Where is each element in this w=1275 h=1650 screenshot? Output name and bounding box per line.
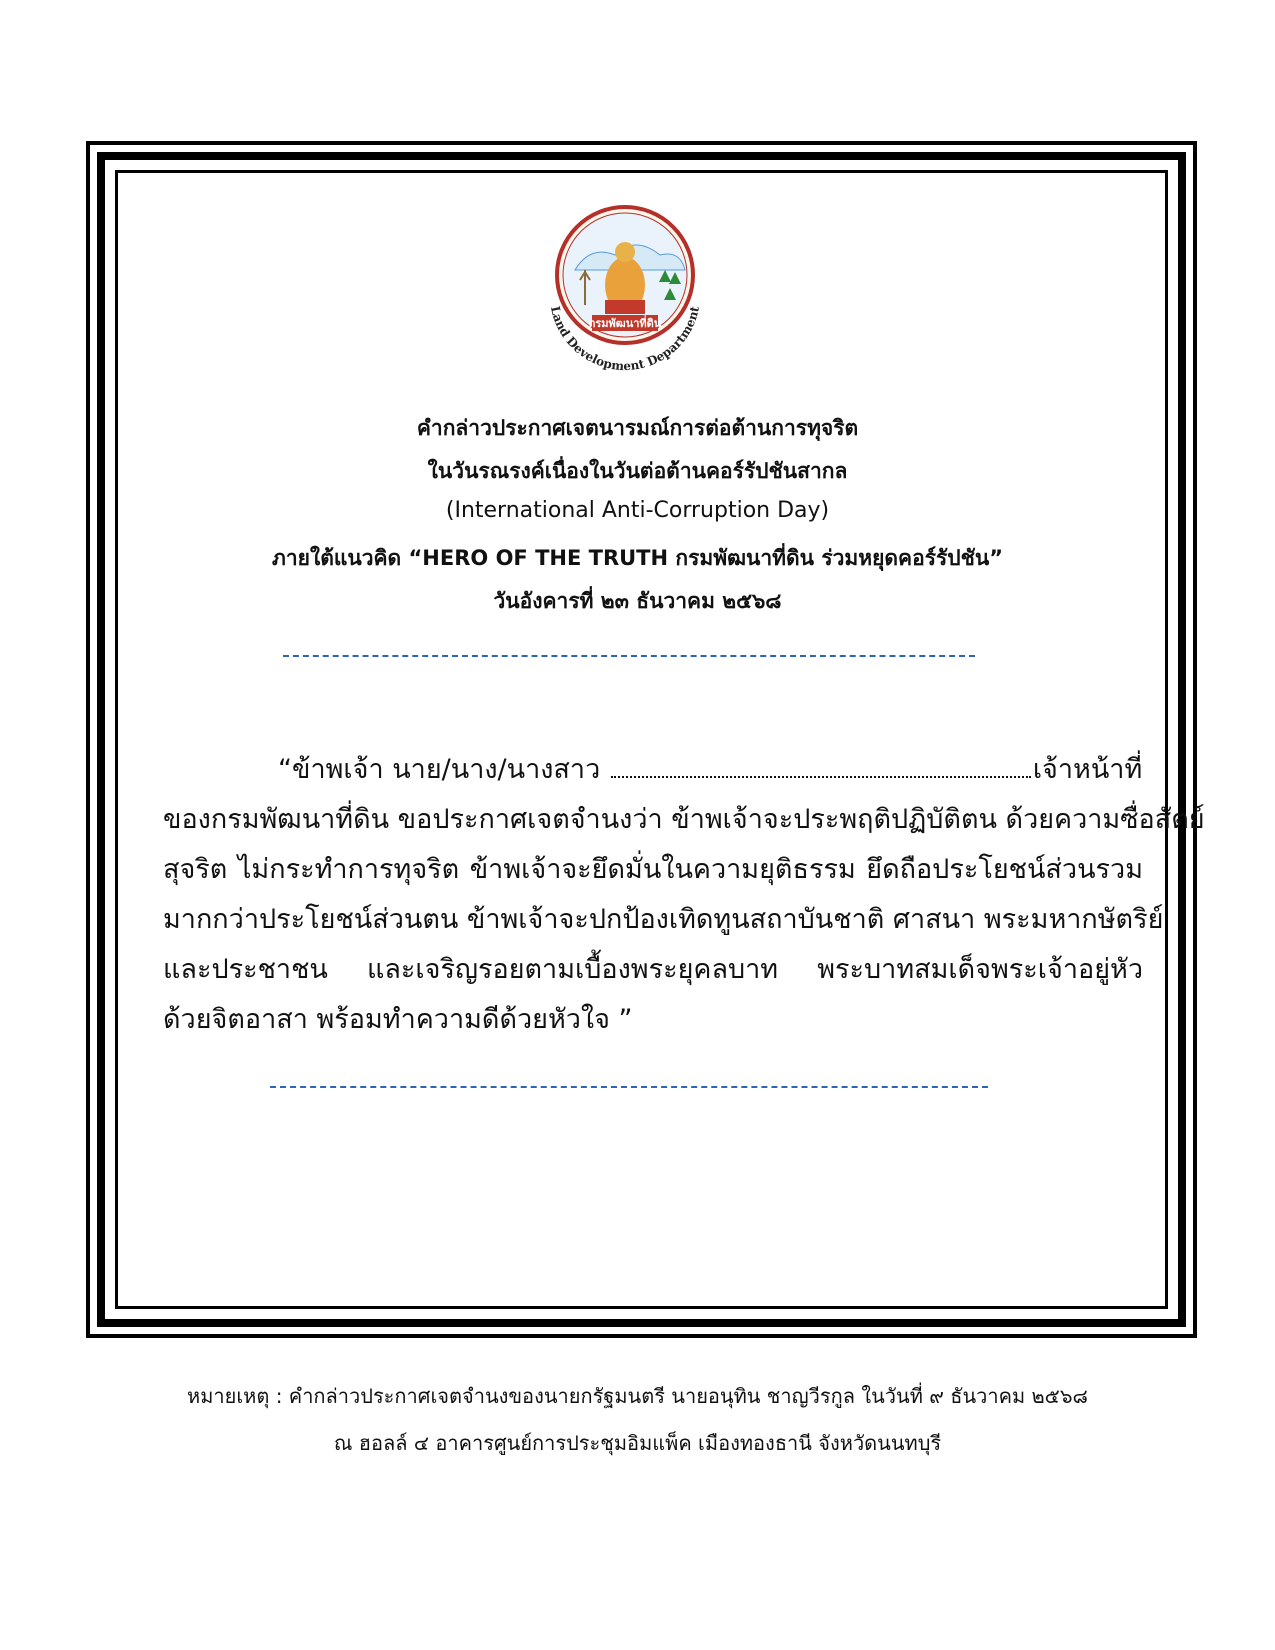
separator-top — [283, 655, 975, 657]
pledge-line-1 — [163, 745, 1143, 795]
note-line-2: ณ ฮอลล์ ๔ อาคารศูนย์การประชุมอิมแพ็ค เมืองทองธานี จังหวัดนนทบุรี — [333, 1431, 942, 1455]
heading-line-3: (International Anti-Corruption Day) — [445, 498, 830, 523]
pledge-text — [163, 745, 1205, 1045]
note-line-1: หมายเหตุ : คำกล่าวประกาศเจตจำนงของนายกรัฐมนตรี นายอนุทิน ชาญวีรกูล ในวันที่ ๙ ธันวาคม ๒๕๖๘ — [187, 1384, 1088, 1408]
pledge-line-6: ด้วยจิตอาสา พร้อมทำความดีด้วยหัวใจ ” — [163, 1004, 633, 1035]
logo-thai-label: กรมพัฒนาที่ดิน — [588, 317, 662, 330]
separator-bottom — [270, 1086, 988, 1088]
pledge-line-4: มากกว่าประโยชน์ส่วนตน ข้าพเจ้าจะปกป้องเทิดทูนสถาบันชาติ ศาสนา พระมหากษัตริย์ — [163, 904, 1164, 935]
heading-line-1: คำกล่าวประกาศเจตนารมณ์การต่อต้านการทุจริต — [416, 416, 859, 440]
pledge-line-1-end: เจ้าหน้าที่ — [1032, 754, 1143, 785]
heading-line-2: ในวันรณรงค์เนื่องในวันต่อต้านคอร์รัปชันสากล — [427, 459, 848, 483]
pledge-line-5: และประชาชน และเจริญรอยตามเบื้องพระยุคลบาท พระบาทสมเด็จพระเจ้าอยู่หัว — [163, 954, 1143, 985]
pledge-line-2: ของกรมพัฒนาที่ดิน ขอประกาศเจตจำนงว่า ข้าพเจ้าจะประพฤติปฏิบัติตน ด้วยความซื่อสัตย์ — [163, 804, 1205, 835]
pledge-line-3: สุจริต ไม่กระทำการทุจริต ข้าพเจ้าจะยึดมั่นในความยุติธรรม ยึดถือประโยชน์ส่วนรวม — [163, 854, 1143, 885]
name-fill-in-blank[interactable] — [611, 754, 1031, 778]
heading-line-4: ภายใต้แนวคิด “HERO OF THE TRUTH กรมพัฒนาที่ดิน ร่วมหยุดคอร์รัปชัน” — [272, 546, 1003, 570]
land-development-department-logo — [530, 200, 720, 375]
logo-english-label: Land Development Department — [547, 304, 702, 374]
pledge-line-1-start: “ข้าพเจ้า นาย/นาง/นางสาว — [278, 754, 601, 785]
heading-line-5: วันอังคารที่ ๒๓ ธันวาคม ๒๕๖๘ — [493, 589, 782, 613]
